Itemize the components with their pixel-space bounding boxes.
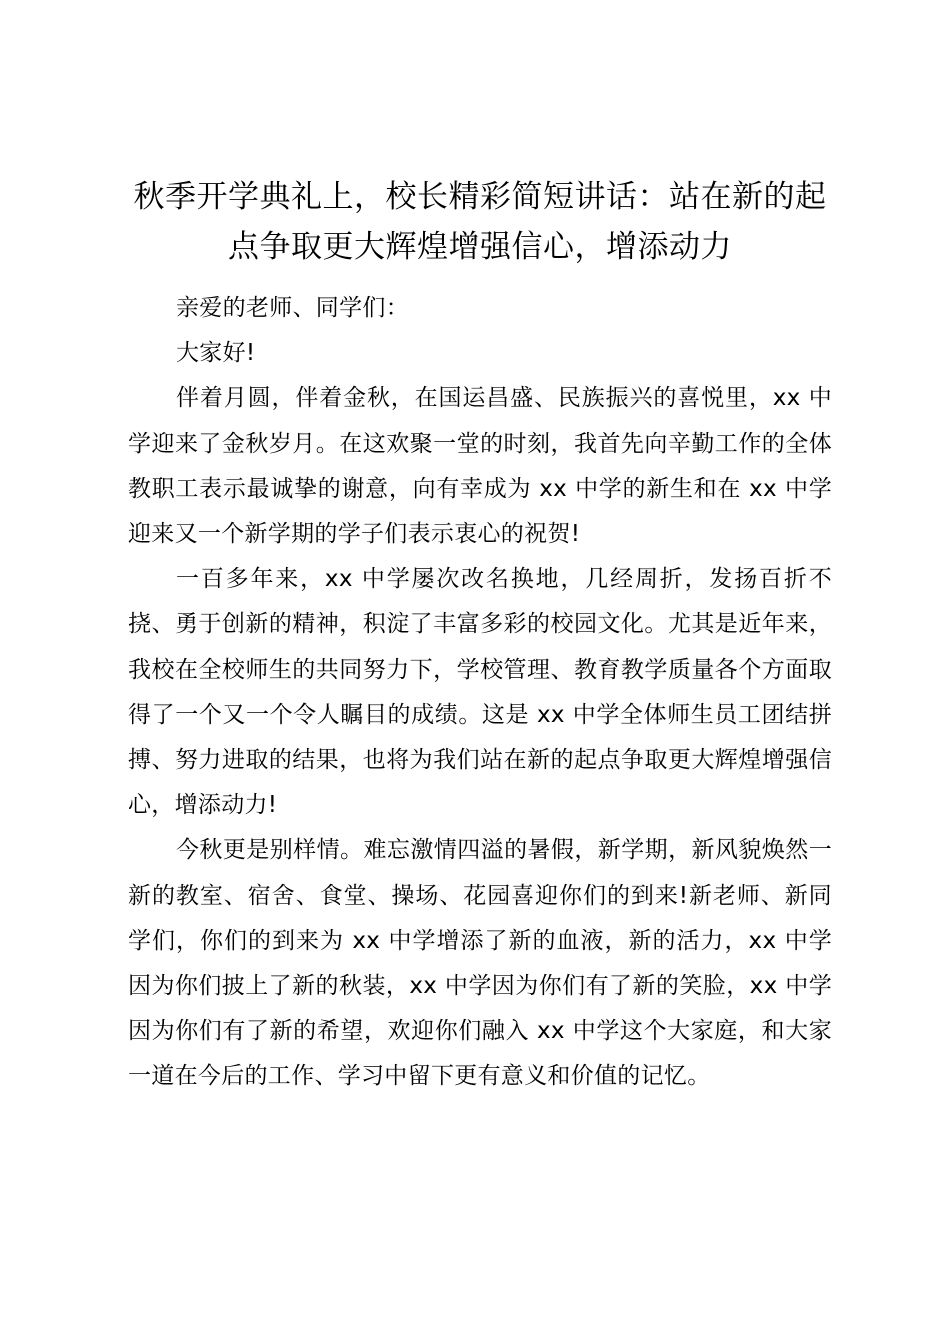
body-paragraph-2: 一百多年来，xx 中学屡次改名换地，几经周折，发扬百折不挠、勇于创新的精神，积淀了丰富多彩的校园文化。尤其是近年来，我校在全校师生的共同努力下，学校管理、教育教学质量各个方面取得了一个又一个令人瞩目的成绩。这是 xx 中学全体师生员工团结拼搏、努力进取的结果，也将为我们站在新的起点争取更大辉煌增强信心，增添动力!: [128, 566, 832, 819]
document-title: 秋季开学典礼上，校长精彩简短讲话：站在新的起点争取更大辉煌增强信心，增添动力: [133, 179, 827, 265]
salutation-paragraph: 亲爱的老师、同学们：: [176, 295, 409, 321]
greeting-paragraph: 大家好!: [176, 340, 256, 367]
body-paragraph-3: 今秋更是别样情。难忘激情四溢的暑假，新学期，新风貌焕然一新的教室、宿舍、食堂、操场、花园喜迎你们的到来!新老师、新同学们，你们的到来为 xx 中学增添了新的血液，新的活力，xx 中学因为你们披上了新的秋装，xx 中学因为你们有了新的笑脸，xx 中学因为你们有了新的希望，欢迎你们融入 xx 中学这个大家庭，和大家一道在今后的工作、学习中留下更有意义和价值的记忆。: [128, 837, 832, 1090]
document-page: [128, 172, 832, 1100]
body-paragraph-1: 伴着月圆，伴着金秋，在国运昌盛、民族振兴的喜悦里，xx 中学迎来了金秋岁月。在这欢聚一堂的时刻，我首先向辛勤工作的全体教职工表示最诚挚的谢意，向有幸成为 xx 中学的新生和在 xx 中学迎来又一个新学期的学子们表示衷心的祝贺!: [128, 385, 832, 548]
